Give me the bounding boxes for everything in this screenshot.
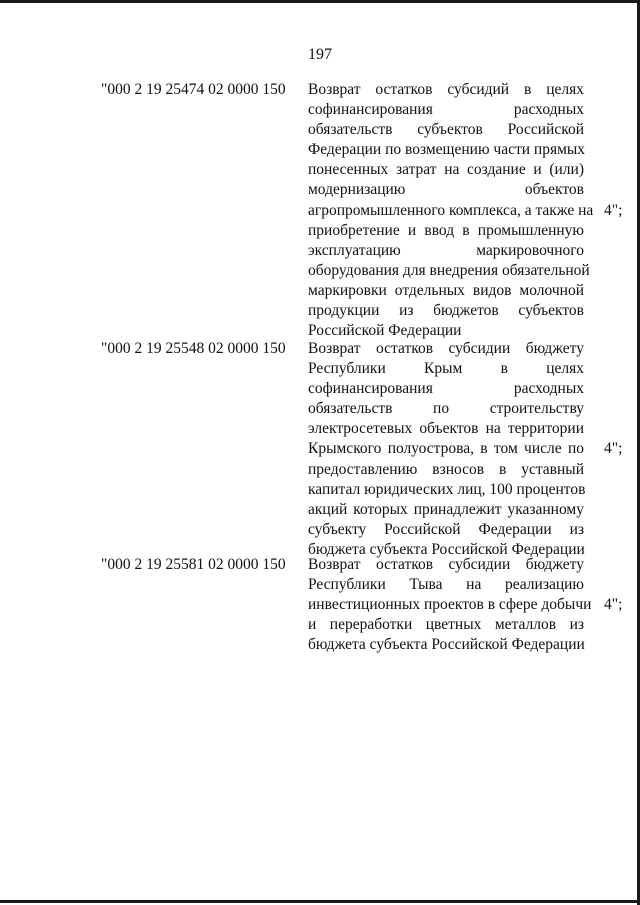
- description-line: Возврат остатков субсидии бюджету: [308, 340, 584, 357]
- description-line: инвестиционных проектов в сфере добычи: [308, 596, 592, 614]
- entry-description: [308, 339, 584, 560]
- description-line: модернизацию объектов: [308, 181, 584, 199]
- description-line: Республики Тыва на реализацию: [308, 576, 584, 594]
- description-line: Республики Крым в целях: [308, 360, 584, 378]
- description-line: капитал юридических лиц, 100 процентов: [308, 480, 586, 498]
- description-line: бюджета субъекта Российской Федерации: [308, 540, 585, 558]
- description-line: Возврат остатков субсидий в целях: [308, 81, 584, 98]
- description-line: софинансирования расходных: [308, 380, 584, 398]
- description-line: агропромышленного комплекса, а также на: [308, 201, 594, 219]
- description-line: софинансирования расходных: [308, 101, 584, 119]
- budget-code: "000 2 19 25581 02 0000 150: [101, 556, 286, 573]
- page-number: 197: [308, 46, 332, 63]
- entry-description: [308, 555, 592, 655]
- description-line: продукции из бюджетов субъектов: [308, 302, 584, 320]
- description-line: предоставлению взносов в уставный: [308, 460, 584, 478]
- description-line: субъекту Российской Федерации из: [308, 520, 584, 538]
- description-line: обязательств субъектов Российской: [308, 121, 584, 139]
- scan-edge-top: [0, 0, 640, 3]
- description-line: электросетевых объектов на территории: [308, 420, 584, 438]
- description-line: Возврат остатков субсидии бюджету: [308, 556, 584, 573]
- budget-code: "000 2 19 25548 02 0000 150: [101, 340, 286, 357]
- entry-closing-mark: 4";: [604, 440, 623, 457]
- description-line: оборудования для внедрения обязательной: [308, 261, 590, 279]
- description-line: Крымского полуострова, в том числе по: [308, 440, 584, 458]
- description-line: Российской Федерации: [308, 322, 462, 340]
- description-line: акций которых принадлежит указанному: [308, 500, 584, 518]
- entry-description: [308, 80, 594, 341]
- description-line: Федерации по возмещению части прямых: [308, 141, 586, 159]
- description-line: обязательств по строительству: [308, 400, 584, 418]
- description-line: маркировки отдельных видов молочной: [308, 281, 584, 299]
- entry-closing-mark: 4";: [604, 202, 623, 219]
- description-line: и переработки цветных металлов из: [308, 616, 584, 634]
- entry-closing-mark: 4";: [604, 596, 623, 613]
- description-line: приобретение и ввод в промышленную: [308, 221, 584, 239]
- description-line: понесенных затрат на создание и (или): [308, 161, 584, 179]
- description-line: бюджета субъекта Российской Федерации: [308, 636, 585, 654]
- description-line: эксплуатацию маркировочного: [308, 241, 584, 259]
- scan-edge-bottom: [0, 900, 640, 903]
- budget-code: "000 2 19 25474 02 0000 150: [101, 81, 286, 98]
